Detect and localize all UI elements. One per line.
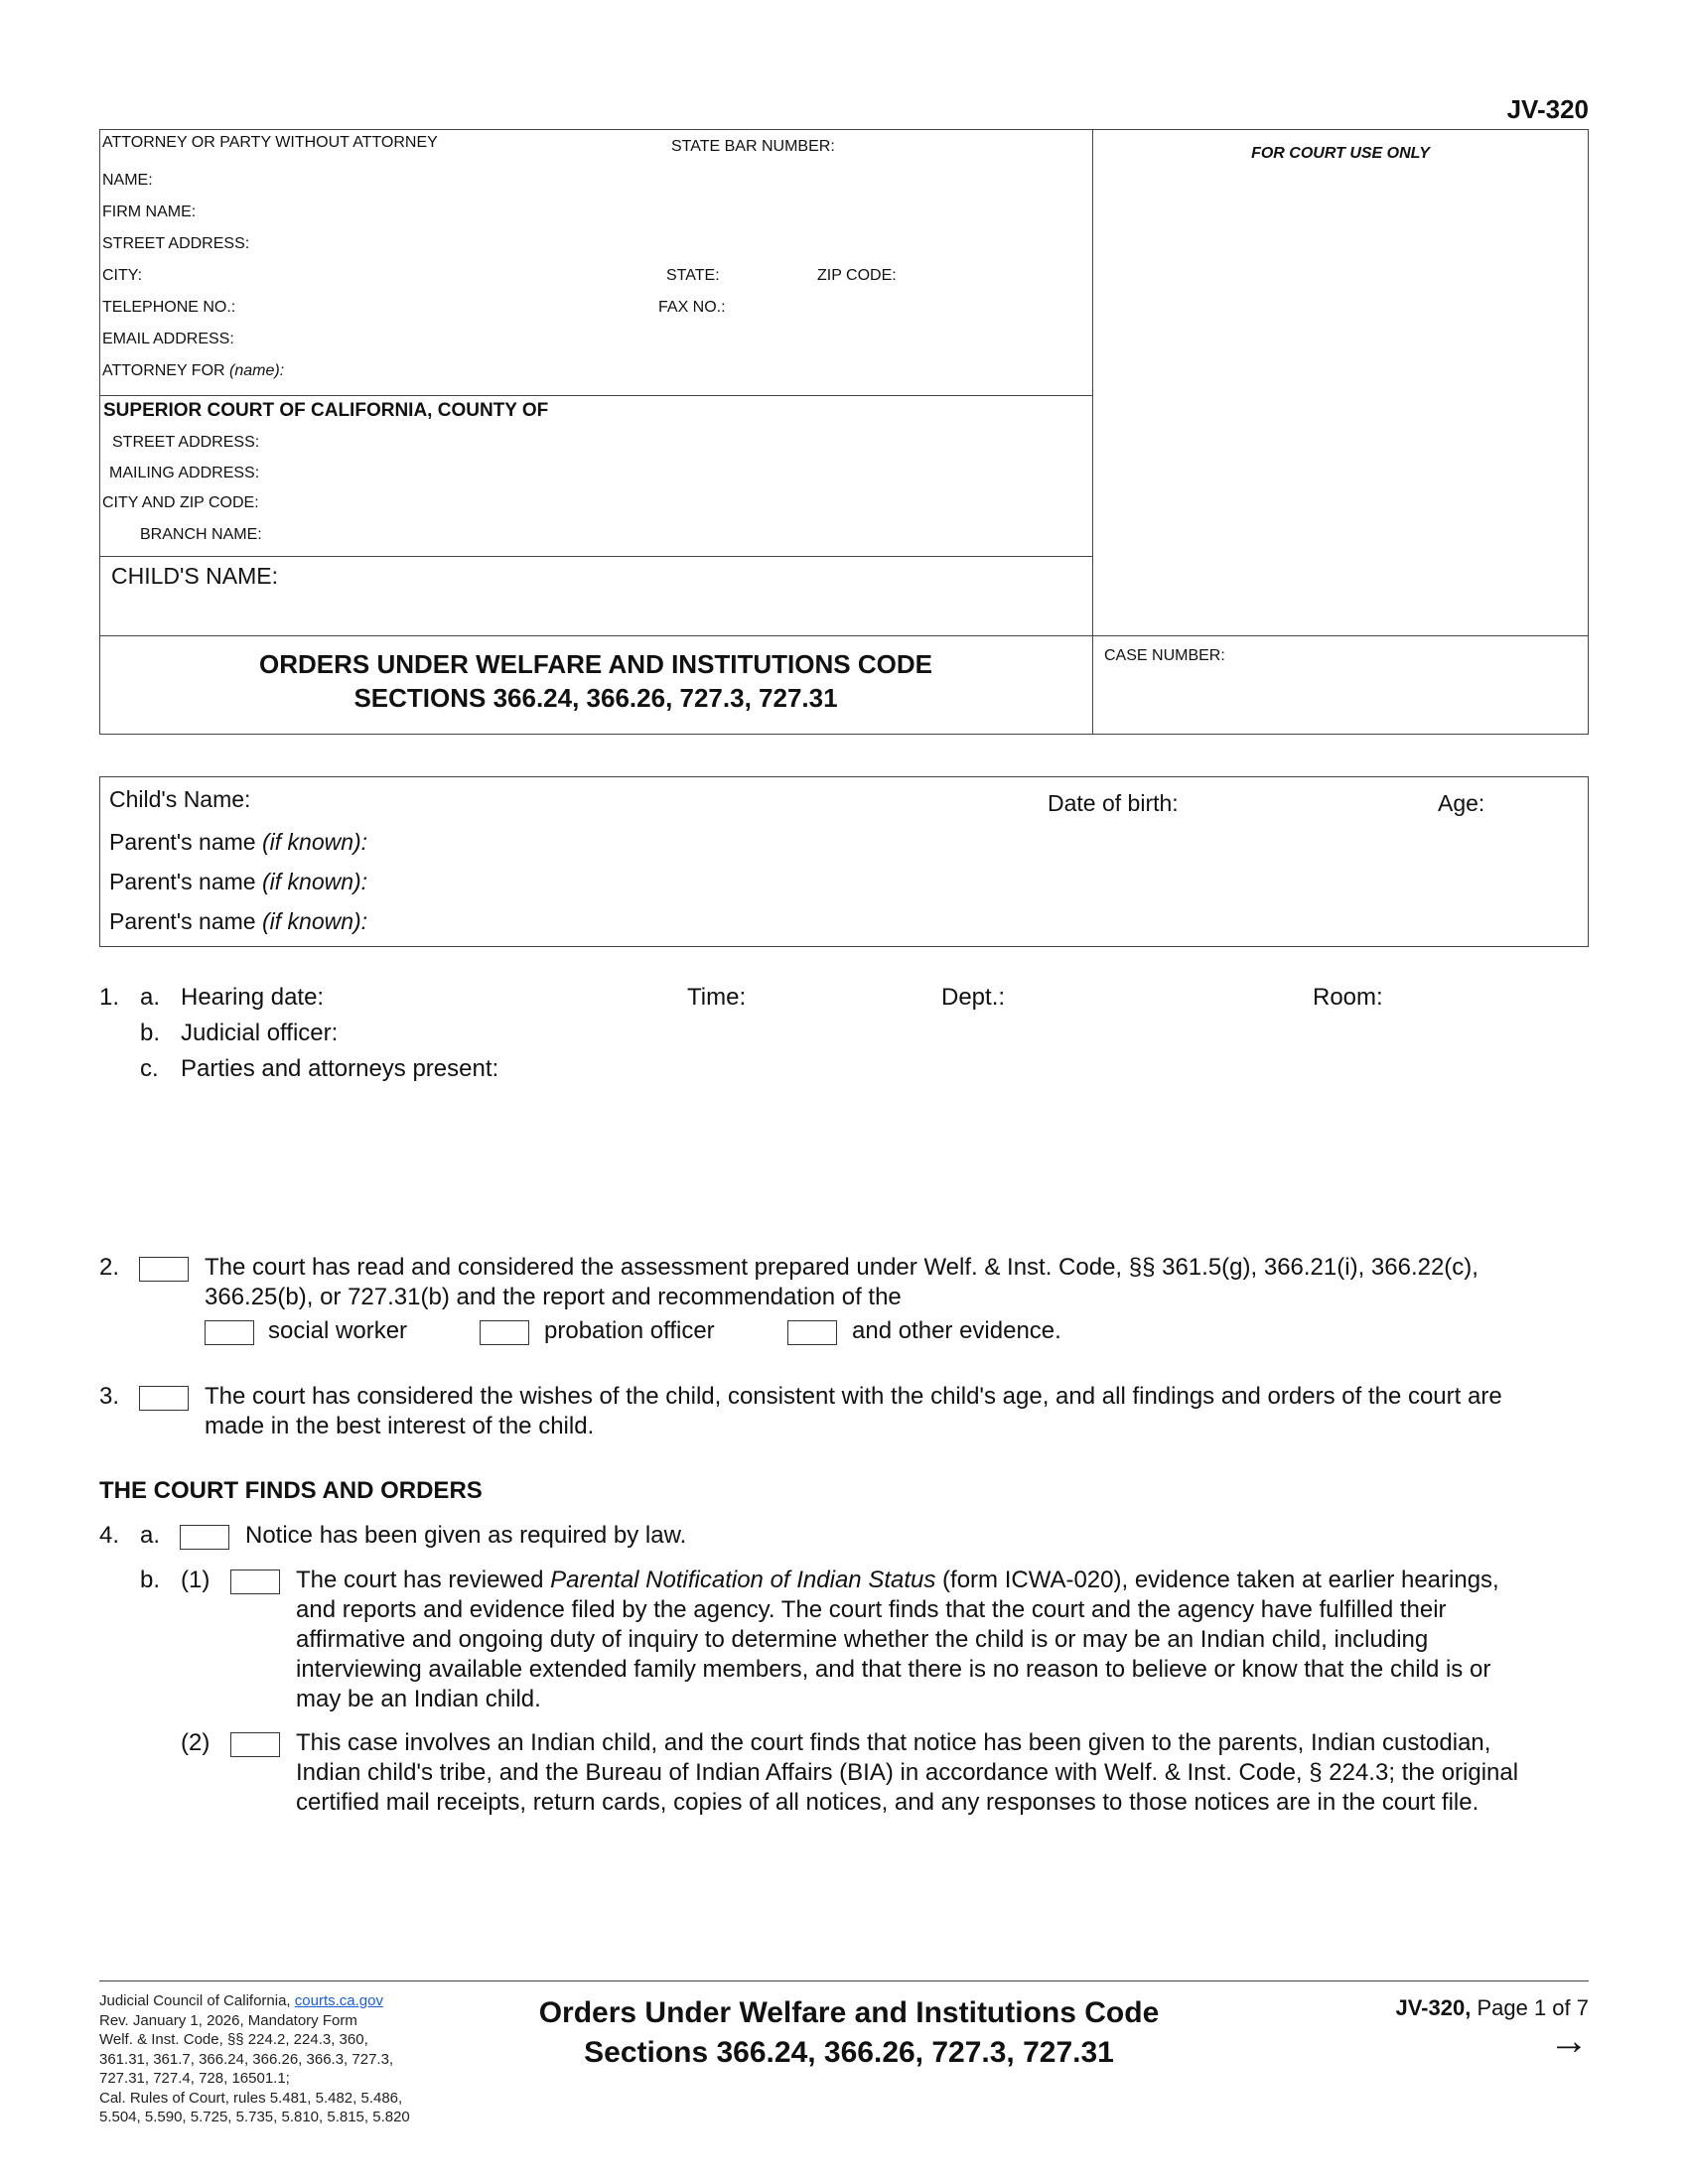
- form-number: JV-320: [1506, 94, 1589, 124]
- court-header: SUPERIOR COURT OF CALIFORNIA, COUNTY OF: [103, 400, 549, 421]
- other-evidence-checkbox[interactable]: [787, 1320, 837, 1345]
- parent-name-2: Parent's name (if known):: [109, 869, 368, 894]
- court-street-label: STREET ADDRESS:: [112, 434, 260, 451]
- section-heading: THE COURT FINDS AND ORDERS: [99, 1477, 483, 1504]
- form-title: ORDERS UNDER WELFARE AND INSTITUTIONS CODE SECTIONS 366.24, 366.26, 727.3, 727.31: [259, 649, 932, 713]
- judicial-officer-label: Judicial officer:: [181, 1020, 339, 1046]
- item1-number: 1.: [99, 984, 120, 1011]
- dept-label: Dept.:: [941, 984, 1006, 1011]
- item4b2-text: This case involves an Indian child, and the court finds that notice has been given to the parents, Indian custodian, Indian child's tribe, and the Bureau of Indian Affairs (BIA) in accordance with Welf. & Inst. Code, § 224.3; the original certified mail receipts, return cards, copies of all notices, and any responses to those notices are in the court file.: [296, 1729, 1519, 1816]
- court-city-zip-label: CITY AND ZIP CODE:: [102, 494, 259, 511]
- attorney-zip-label: ZIP CODE:: [817, 267, 897, 284]
- courts-link[interactable]: courts.ca.gov: [294, 1992, 383, 2009]
- social-worker-checkbox[interactable]: [205, 1320, 254, 1345]
- page-number: JV-320, Page 1 of 7: [1395, 1995, 1589, 2020]
- item4b1-text: The court has reviewed Parental Notification of Indian Status (form ICWA-020), evidence taken at earlier hearings, and reports and evidence filed by the agency. The court finds that the court and the agency have fulfilled their affirmative and ongoing duty of inquiry to determine whether the child is or may be an Indian child, including interviewing available extended family members, and that there is no reason to believe or know that the child is or may be an Indian child.: [296, 1567, 1499, 1712]
- time-label: Time:: [687, 984, 747, 1011]
- item4b2-checkbox[interactable]: [230, 1732, 280, 1757]
- footer-citations: Judicial Council of California, courts.ca.gov Rev. January 1, 2026, Mandatory Form Welf. & Inst. Code, §§ 224.2, 224.3, 360, 361.31, 361.7, 366.24, 366.26, 366.3, 727.3, 727.31, 727.4, 728, 16501.1; Cal. Rules of Court, rules 5.481, 5.482, 5.486, 5.504, 5.590, 5.725, 5.735, 5.810, 5.815, 5.820: [99, 1992, 410, 2125]
- telephone-label: TELEPHONE NO.:: [102, 299, 236, 316]
- branch-name-label: BRANCH NAME:: [140, 526, 262, 543]
- item4b1-checkbox[interactable]: [230, 1570, 280, 1594]
- state-bar-label: STATE BAR NUMBER:: [671, 138, 835, 155]
- hearing-date-label: Hearing date:: [181, 984, 325, 1011]
- social-worker-label: social worker: [268, 1317, 408, 1344]
- child-name-label: Child's Name:: [109, 786, 251, 812]
- room-label: Room:: [1313, 984, 1383, 1011]
- item2-checkbox[interactable]: [139, 1257, 189, 1282]
- attorney-street-label: STREET ADDRESS:: [102, 235, 250, 252]
- email-label: EMAIL ADDRESS:: [102, 331, 234, 347]
- court-mailing-label: MAILING ADDRESS:: [109, 465, 260, 481]
- item3-text: The court has considered the wishes of the child, consistent with the child's age, and all findings and orders of the court are made in the best interest of the child.: [205, 1383, 1502, 1439]
- attorney-for-label: ATTORNEY FOR (name):: [102, 362, 285, 379]
- item4a-text: Notice has been given as required by law.: [245, 1522, 687, 1549]
- item3-checkbox[interactable]: [139, 1386, 189, 1411]
- fax-label: FAX NO.:: [658, 299, 726, 316]
- caption-block: [99, 129, 1589, 735]
- next-page-arrow-icon[interactable]: →: [1549, 2019, 1589, 2063]
- item4-number: 4.: [99, 1522, 120, 1549]
- attorney-state-label: STATE:: [666, 267, 720, 284]
- parent-name-1: Parent's name (if known):: [109, 829, 368, 855]
- attorney-header: ATTORNEY OR PARTY WITHOUT ATTORNEY: [102, 134, 438, 151]
- attorney-city-label: CITY:: [102, 267, 143, 284]
- parties-label: Parties and attorneys present:: [181, 1055, 499, 1082]
- item2-text: The court has read and considered the assessment prepared under Welf. & Inst. Code, §§ 361.5(g), 366.21(i), 366.22(c), 366.25(b), or 727.31(b) and the report and recommendation of the: [205, 1254, 1478, 1310]
- probation-officer-checkbox[interactable]: [480, 1320, 529, 1345]
- attorney-name-label: NAME:: [102, 172, 153, 189]
- case-number-label: CASE NUMBER:: [1104, 647, 1225, 664]
- age-label: Age:: [1438, 790, 1485, 816]
- other-evidence-label: and other evidence.: [852, 1317, 1061, 1344]
- parent-name-3: Parent's name (if known):: [109, 908, 368, 934]
- item4a-checkbox[interactable]: [180, 1525, 229, 1550]
- child-name-caption: CHILD'S NAME:: [111, 563, 278, 589]
- item2-number: 2.: [99, 1254, 120, 1281]
- firm-name-label: FIRM NAME:: [102, 204, 197, 220]
- dob-label: Date of birth:: [1048, 790, 1179, 816]
- footer-title: Orders Under Welfare and Institutions Code Sections 366.24, 366.26, 727.3, 727.31: [538, 1996, 1160, 2069]
- item3-number: 3.: [99, 1383, 120, 1410]
- probation-officer-label: probation officer: [544, 1317, 715, 1344]
- court-use-only: FOR COURT USE ONLY: [1251, 145, 1430, 162]
